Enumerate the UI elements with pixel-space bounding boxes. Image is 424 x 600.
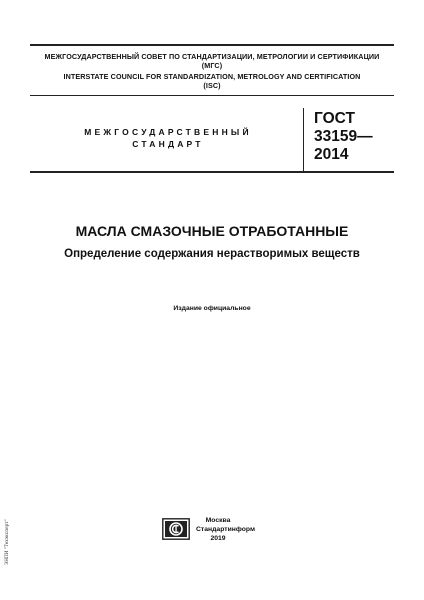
gost-year: 2014 xyxy=(314,146,349,163)
publication-year: 2019 xyxy=(210,535,226,542)
side-stamp: ЭНПИ "Техэксперт" xyxy=(5,519,10,565)
publisher-name: Стандартинформ xyxy=(196,526,255,533)
gost-label: ГОСТ xyxy=(314,110,355,127)
council-name-en: INTERSTATE COUNCIL FOR STANDARDIZATION, METROLOGY AND CERTIFICATION xyxy=(63,72,361,81)
standard-label: СТАНДАРТ xyxy=(132,139,204,149)
gost-number: 33159— xyxy=(314,128,373,145)
council-abbr-ru: (МГС) xyxy=(201,61,223,70)
header-top-rule xyxy=(30,44,394,46)
publisher-city: Москва xyxy=(205,517,231,524)
document-subtitle: Определение содержания нерастворимых веществ xyxy=(64,248,360,260)
council-abbr-en: (ISC) xyxy=(203,81,221,90)
gost-bottom-rule xyxy=(30,171,394,173)
council-name-ru: МЕЖГОСУДАРСТВЕННЫЙ СОВЕТ ПО СТАНДАРТИЗАЦИИ, МЕТРОЛОГИИ И СЕРТИФИКАЦИИ xyxy=(44,52,380,61)
gost-divider xyxy=(303,108,304,171)
document-title: МАСЛА СМАЗОЧНЫЕ ОТРАБОТАННЫЕ xyxy=(75,223,349,239)
edition-label: Издание официальное xyxy=(173,305,251,312)
standartinform-logo-icon xyxy=(162,518,190,540)
header-bottom-rule xyxy=(30,95,394,96)
interstate-label: МЕЖГОСУДАРСТВЕННЫЙ xyxy=(84,127,252,137)
